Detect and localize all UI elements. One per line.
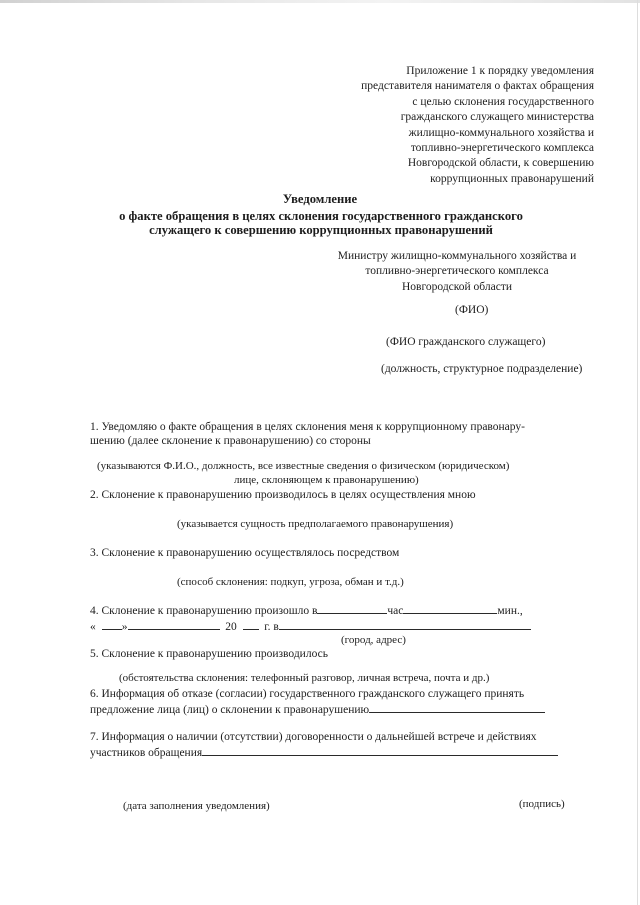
paragraph-1-hint: лице, склоняющем к правонарушению) xyxy=(234,474,419,486)
addressee-fio-label: (ФИО) xyxy=(455,304,489,316)
appendix-line: Приложение 1 к порядку уведомления xyxy=(406,65,594,77)
servant-position-label: (должность, структурное подразделение) xyxy=(381,363,583,375)
date-open-quote: « xyxy=(90,621,96,633)
appendix-line: коррупционных правонарушений xyxy=(430,172,594,185)
paragraph-2-hint: (указывается сущность предполагаемого правонарушения) xyxy=(177,518,454,530)
appendix-line: жилищно-коммунального хозяйства и xyxy=(408,126,594,139)
paragraph-5-line: 5. Склонение к правонарушению производилось xyxy=(90,648,328,660)
refusal-consent-field[interactable] xyxy=(369,702,545,713)
document-subtitle-line: о факте обращения в целях склонения государственного гражданского xyxy=(119,209,523,223)
appendix-line: гражданского служащего министерства xyxy=(400,111,594,124)
addressee-line: топливно-энергетического комплекса xyxy=(365,265,549,278)
paragraph-3-line: 3. Склонение к правонарушению осуществлялось посредством xyxy=(90,547,400,559)
minute-label: мин., xyxy=(497,605,523,617)
document-title: Уведомление xyxy=(282,192,358,206)
addressee-line: Министру жилищно-коммунального хозяйства и xyxy=(337,250,577,262)
paragraph-6-line: 6. Информация об отказе (согласии) государственного гражданского служащего принять xyxy=(90,688,525,700)
addressee-block xyxy=(322,249,592,295)
appendix-line: Новгородской области, к совершению xyxy=(407,157,594,170)
paragraph-4-date-line xyxy=(90,619,531,634)
agreement-field[interactable] xyxy=(202,745,558,756)
city-prefix: г. в xyxy=(264,621,279,633)
document-subtitle-line: служащего к совершению коррупционных правонарушений xyxy=(149,223,493,237)
month-field[interactable] xyxy=(128,619,220,630)
year-prefix: 20 xyxy=(225,621,237,633)
scan-edge-top xyxy=(0,0,640,3)
hour-field[interactable] xyxy=(317,603,387,614)
scan-edge-right xyxy=(637,0,638,905)
paragraph-5-hint: (обстоятельства склонения: телефонный разговор, личная встреча, почта и др.) xyxy=(119,672,490,684)
paragraph-1-line: шению (далее склонение к правонарушению) со стороны xyxy=(90,435,371,447)
appendix-line: топливно-энергетического комплекса xyxy=(410,142,594,155)
paragraph-1-line: 1. Уведомляю о факте обращения в целях склонения меня к коррупционному правонару- xyxy=(90,421,525,433)
paragraph-3-hint: (способ склонения: подкуп, угроза, обман и т.д.) xyxy=(177,576,404,588)
occurred-at-label: 4. Склонение к правонарушению произошло в xyxy=(90,605,318,617)
paragraph-4-line xyxy=(90,603,523,618)
paragraph-2-line: 2. Склонение к правонарушению производилось в целях осуществления мною xyxy=(90,489,476,501)
paragraph-7-line: 7. Информация о наличии (отсутствии) договоренности о дальнейшей встрече и действиях xyxy=(90,731,537,743)
paragraph-6-line-2 xyxy=(90,702,545,717)
servant-fio-label: (ФИО гражданского служащего) xyxy=(386,336,546,348)
minute-field[interactable] xyxy=(403,603,497,614)
paragraph-7-line-2 xyxy=(90,745,558,760)
hour-label: час xyxy=(387,605,404,617)
appendix-line: представителя нанимателя о фактах обращения xyxy=(361,80,594,93)
day-field[interactable] xyxy=(102,619,122,630)
address-hint: (город, адрес) xyxy=(341,634,406,646)
paragraph-1-hint: (указываются Ф.И.О., должность, все известные сведения о физическом (юридическом) xyxy=(97,460,510,472)
paragraph-7-text: участников обращения xyxy=(90,747,203,759)
addressee-line: Новгородской области xyxy=(401,280,512,293)
signature-label: (подпись) xyxy=(519,798,565,810)
date-close-quote: » xyxy=(121,621,128,633)
appendix-note xyxy=(361,64,594,187)
paragraph-6-text: предложение лица (лиц) о склонении к правонарушению xyxy=(90,704,370,716)
date-filled-label: (дата заполнения уведомления) xyxy=(123,800,270,812)
year-field[interactable] xyxy=(243,619,259,630)
appendix-line: с целью склонения государственного xyxy=(412,95,594,108)
address-field[interactable] xyxy=(279,619,531,630)
